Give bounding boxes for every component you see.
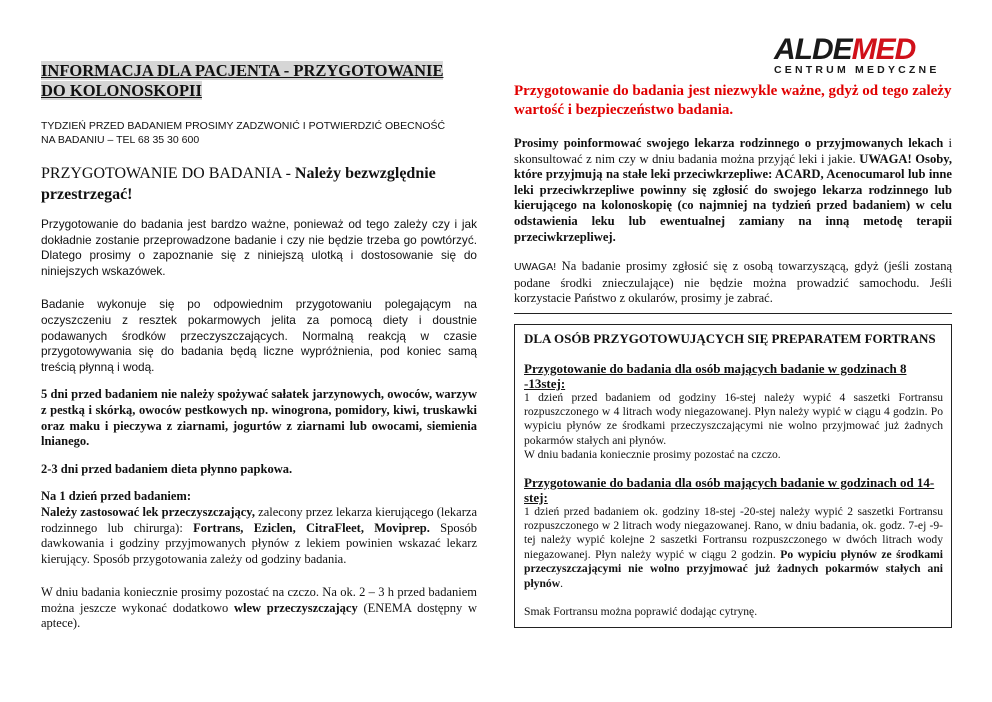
document-title: INFORMACJA DLA PACJENTA - PRZYGOTOWANIE DO KOLONOSKOPII <box>41 61 444 100</box>
companion-paragraph <box>514 259 952 307</box>
logo-brand-med: MED <box>851 33 916 66</box>
five-days-diet-paragraph: 5 dni przed badaniem nie należy spożywać sałatek jarzynowych, owoców, warzyw z pestką i skórką, owoców pestkowych np. winogrona, pomidory, kiwi, truskawki oraz maku i pieczywa z ziarnami, jogurtów z ziarnami lub owocami, siemienia lnianego. <box>41 387 477 449</box>
morning-exam-fasting: W dniu badania koniecznie prosimy pozostać na czczo. <box>524 448 781 462</box>
document-title-wrap <box>41 61 461 101</box>
medication-consult: i skonsultować z nim czy w dniu badania można przyjąć leki i jakie. <box>514 136 952 166</box>
companion-text: Na badanie prosimy zgłosić się z osobą towarzyszącą, gdyż (jeśli zostaną podane środki znieczulające) nie będzie można prowadzić samochodu. Jeśli korzystacie Państwo z okularów, prosimy je zabrać. <box>514 259 952 306</box>
left-column <box>41 61 477 632</box>
fasting-note: W dniu badania koniecznie prosimy pozostać na czczo. Na ok. 2 – 3 h przed badaniem można jeszcze wykonać dodatkowo <box>41 585 477 615</box>
laxative-instruction: Należy zastosować lek przeczyszczający, <box>41 504 255 519</box>
day-before-paragraph <box>41 489 477 567</box>
laxative-prescriber: zalecony przez lekarza kierującego (lekarza rodzinnego lub chirurga): <box>41 504 477 535</box>
intro-paragraph: Przygotowanie do badania jest bardzo ważne, ponieważ od tego zależy czy i jak dokładnie zostanie przeprowadzone badanie i czy nie będzie trzeba go powtórzyć. Dlatego prosimy o zapoznanie się z niniejszą ulotką i dostosowanie się do niniejszych wskazówek. <box>41 217 477 278</box>
anticoagulant-warning: UWAGA! Osoby, które przyjmują na stałe leki przeciwkrzepliwe: ACARD, Acenocumarol lub inne leki przeciwkrzepliwe powinny się zgłosić do swojego lekarza rodzinnego lub kierującego na kolonoskopię (co najmniej na tydzień przed badaniem) w celu odstawienia leku lub ewentualnej zamiany na inną metodę terapii przeciwkrzepliwej. <box>514 151 952 244</box>
importance-warning: Przygotowanie do badania jest niezwykle ważne, gdyż od tego zależy wartość i bezpieczeństwo badania. <box>514 83 952 118</box>
afternoon-exam-end: . <box>560 576 563 590</box>
afternoon-exam-instructions: 1 dzień przed badaniem ok. godziny 18-stej -20-stej należy wypić 2 saszetki Fortransu rozpuszczonego w 2 litrach wody niegazowanej. Rano, w dniu badania, ok. godz. 7-ej -9-tej należy wypić kolejne 2 saszetki Fortransu rozpuszczonego w dwóch litrach wody niegazowanej. Płyn należy wypić w ciągu 2 godzin. <box>524 504 943 561</box>
lemon-tip: Smak Fortransu można poprawić dodając cytrynę. <box>524 605 758 618</box>
procedure-paragraph: Badanie wykonuje się po odpowiednim przygotowaniu polegającym na oczyszczeniu z resztek pokarmowych jelita za pomocą diety i doustnie podawanych środków przeczyszczających. Normalną reakcją w czasie przygotowywania się do badania będą liczne wypróżnienia, pod koniec samą treścią płynną i wodą. <box>41 297 477 374</box>
right-column <box>514 40 952 628</box>
preparation-heading-main: PRZYGOTOWANIE DO BADANIA - <box>41 165 295 182</box>
afternoon-exam-text <box>524 505 943 591</box>
laxative-names: Fortrans, Eziclen, CitraFleet, Moviprep. <box>193 520 430 535</box>
liquid-diet-paragraph: 2-3 dni przed badaniem dieta płynno papkowa. <box>41 461 293 476</box>
afternoon-exam-title: Przygotowanie do badania dla osób mających badanie w godzinach od 14-stej: <box>524 474 935 505</box>
day-before-heading: Na 1 dzień przed badaniem: <box>41 489 191 504</box>
companion-uwaga: UWAGA! <box>514 261 557 274</box>
fortrans-box-title: DLA OSÓB PRZYGOTOWUJĄCYCH SIĘ PREPARATEM FORTRANS <box>524 330 936 346</box>
preparation-heading <box>41 163 477 205</box>
phone-notice: TYDZIEŃ PRZED BADANIEM PROSIMY ZADZWONIĆ I POTWIERDZIĆ OBECNOŚĆ NA BADANIU – TEL 68 35 30 600 <box>41 120 446 146</box>
medication-inform: Prosimy poinformować swojego lekarza rodzinnego o przyjmowanych lekach <box>514 136 944 150</box>
preparation-heading-emphasis: Należy bezwzględnie przestrzegać! <box>41 165 436 203</box>
logo-brand-alde: ALDE <box>774 33 852 66</box>
logo-subtitle: CENTRUM MEDYCZNE <box>774 64 940 76</box>
fortrans-box <box>514 324 952 628</box>
divider <box>514 313 952 314</box>
enema-availability: (ENEMA dostępny w aptece). <box>41 600 477 631</box>
exam-day-paragraph <box>41 585 477 632</box>
dosage-note: Sposób dawkowania i godziny przyjmowanych płynów z lekiem powinien wskazać lekarz kierujący. Sposób przygotowania zależy od godziny badania. <box>41 520 477 566</box>
morning-exam-text: 1 dzień przed badaniem od godziny 16-stej należy wypić 4 saszetki Fortransu rozpuszczonego w 4 litrach wody niegazowanej. Płyn należy wypić w ciągu 4 godzin. Po wypiciu płynów ze środkami przeczyszczającymi nie wolno przyjmować już żadnych pokarmów stałych ani płynów. <box>524 390 943 447</box>
morning-exam-title: Przygotowanie do badania dla osób mających badanie w godzinach 8 -13stej: <box>524 360 907 391</box>
enema-label: wlew przeczyszczający <box>234 600 358 615</box>
afternoon-exam-warning: Po wypiciu płynów ze środkami przeczyszczającymi nie wolno przyjmować już żadnych pokarmów stałych ani płynów <box>524 547 943 590</box>
medication-paragraph <box>514 136 952 245</box>
